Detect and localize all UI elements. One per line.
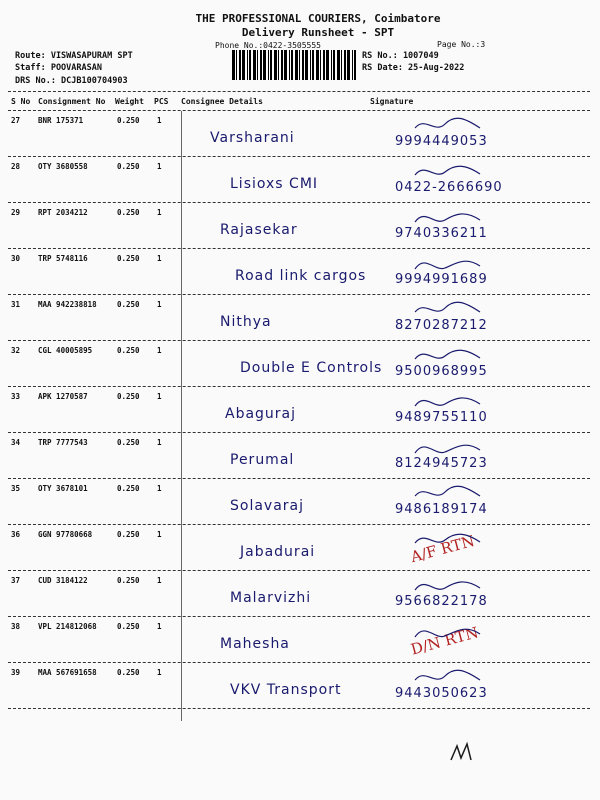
row-divider <box>8 524 590 525</box>
row-consignment-number: OTY 3680558 <box>38 162 88 171</box>
row-divider <box>8 662 590 663</box>
col-sno: S No <box>11 97 31 106</box>
row-weight: 0.250 <box>117 346 140 355</box>
header-divider <box>8 91 590 92</box>
row-sno: 30 <box>11 254 21 263</box>
row-consignment-number: CUD 3184122 <box>38 576 88 585</box>
row-consignee-name: Lisioxs CMI <box>230 176 319 192</box>
sheet-title: Delivery Runsheet - SPT <box>241 26 395 39</box>
row-consignee-name: Varsharani <box>210 130 295 146</box>
route: Route: VISWASAPURAM SPT <box>15 51 133 61</box>
signature-scribble <box>410 298 490 320</box>
row-pcs: 1 <box>157 484 162 493</box>
row-weight: 0.250 <box>117 116 140 125</box>
row-consignment-number: RPT 2034212 <box>38 208 88 217</box>
row-divider <box>8 616 590 617</box>
row-consignment-number: CGL 40005895 <box>38 346 93 355</box>
signature-scribble <box>410 390 490 412</box>
row-consignment-number: OTY 3678101 <box>38 484 88 493</box>
col-signature: Signature <box>370 97 414 106</box>
row-sno: 37 <box>11 576 21 585</box>
row-weight: 0.250 <box>117 484 140 493</box>
row-signature-phone: 8270287212 <box>395 318 488 333</box>
signature-scribble <box>410 114 490 136</box>
row-divider <box>8 202 590 203</box>
row-sno: 38 <box>11 622 21 631</box>
row-divider <box>8 340 590 341</box>
row-signature-phone: 9500968995 <box>395 364 488 379</box>
row-pcs: 1 <box>157 576 162 585</box>
row-consignment-number: TRP 5748116 <box>38 254 88 263</box>
row-pcs: 1 <box>157 254 162 263</box>
row-sno: 28 <box>11 162 21 171</box>
row-weight: 0.250 <box>117 530 140 539</box>
row-signature-phone: 9994991689 <box>395 272 488 287</box>
row-weight: 0.250 <box>117 622 140 631</box>
row-divider <box>8 248 590 249</box>
row-signature-phone: 8124945723 <box>395 456 488 471</box>
phone-number: Phone No.:0422-3505555 <box>215 41 321 50</box>
signature-scribble <box>410 528 490 550</box>
row-signature-phone: 9740336211 <box>395 226 488 241</box>
col-pcs: PCS <box>154 97 169 106</box>
row-pcs: 1 <box>157 162 162 171</box>
row-signature-phone: 9443050623 <box>395 686 488 701</box>
row-consignee-name: Abaguraj <box>225 406 297 422</box>
row-weight: 0.250 <box>117 162 140 171</box>
row-divider <box>8 478 590 479</box>
row-weight: 0.250 <box>117 576 140 585</box>
row-sno: 36 <box>11 530 21 539</box>
row-sno: 39 <box>11 668 21 677</box>
barcode <box>232 50 356 80</box>
row-consignment-number: TRP 7777543 <box>38 438 88 447</box>
row-consignment-number: GGN 97780668 <box>38 530 93 539</box>
drs-number: DRS No.: DCJB100704903 <box>15 76 128 86</box>
row-signature-phone: 9566822178 <box>395 594 488 609</box>
row-pcs: 1 <box>157 438 162 447</box>
row-consignee-name: Rajasekar <box>220 222 298 238</box>
row-sno: 31 <box>11 300 21 309</box>
row-pcs: 1 <box>157 668 162 677</box>
row-consignment-number: BNR 175371 <box>38 116 84 125</box>
row-divider <box>8 156 590 157</box>
row-pcs: 1 <box>157 392 162 401</box>
col-consignment: Consignment No <box>38 97 106 106</box>
signature-scribble <box>410 252 490 274</box>
signature-scribble <box>410 666 490 688</box>
rs-date: RS Date: 25-Aug-2022 <box>362 63 465 73</box>
row-consignee-name: VKV Transport <box>230 682 342 698</box>
row-pcs: 1 <box>157 208 162 217</box>
row-weight: 0.250 <box>117 668 140 677</box>
row-divider <box>8 386 590 387</box>
row-consignee-name: Jabadurai <box>240 544 316 560</box>
rs-number: RS No.: 1007049 <box>362 51 439 61</box>
row-consignee-name: Perumal <box>230 452 295 468</box>
footer-mark <box>445 738 485 768</box>
row-pcs: 1 <box>157 530 162 539</box>
row-consignment-number: MAA 942238818 <box>38 300 97 309</box>
row-consignment-number: VPL 214812068 <box>38 622 97 631</box>
row-signature-phone: 0422-2666690 <box>395 180 503 195</box>
row-pcs: 1 <box>157 116 162 125</box>
row-signature-phone: 9489755110 <box>395 410 488 425</box>
signature-scribble <box>410 344 490 366</box>
row-pcs: 1 <box>157 300 162 309</box>
row-divider <box>8 294 590 295</box>
row-sno: 32 <box>11 346 21 355</box>
row-weight: 0.250 <box>117 300 140 309</box>
row-weight: 0.250 <box>117 392 140 401</box>
row-consignee-name: Nithya <box>220 314 272 330</box>
row-pcs: 1 <box>157 622 162 631</box>
row-return-mark: D/N RTN <box>408 623 481 659</box>
row-weight: 0.250 <box>117 438 140 447</box>
row-signature-phone: 9486189174 <box>395 502 488 517</box>
staff: Staff: POOVARASAN <box>15 63 102 73</box>
signature-scribble <box>410 160 490 182</box>
signature-scribble <box>410 482 490 504</box>
signature-scribble <box>410 206 490 228</box>
row-divider <box>8 570 590 571</box>
row-consignment-number: APK 1270587 <box>38 392 88 401</box>
row-consignee-name: Malarvizhi <box>230 590 312 606</box>
row-consignee-name: Road link cargos <box>235 268 367 284</box>
company-name: THE PROFESSIONAL COURIERS, Coimbatore <box>195 12 441 25</box>
row-sno: 35 <box>11 484 21 493</box>
signature-scribble <box>410 620 490 642</box>
row-signature-phone: 9994449053 <box>395 134 488 149</box>
row-sno: 27 <box>11 116 21 125</box>
signature-scribble <box>410 574 490 596</box>
row-consignment-number: MAA 567691658 <box>38 668 97 677</box>
row-consignee-name: Solavaraj <box>230 498 305 514</box>
header-divider-bottom <box>8 110 590 111</box>
row-divider <box>8 708 590 709</box>
row-pcs: 1 <box>157 346 162 355</box>
col-weight: Weight <box>115 97 144 106</box>
row-sno: 34 <box>11 438 21 447</box>
page-number: Page No.:3 <box>437 40 486 49</box>
col-consignee: Consignee Details <box>181 97 263 106</box>
signature-scribble <box>410 436 490 458</box>
row-weight: 0.250 <box>117 254 140 263</box>
row-sno: 29 <box>11 208 21 217</box>
row-return-mark: A/F RTN <box>408 531 477 567</box>
row-consignee-name: Mahesha <box>220 636 290 652</box>
row-consignee-name: Double E Controls <box>240 360 383 376</box>
row-weight: 0.250 <box>117 208 140 217</box>
row-divider <box>8 432 590 433</box>
row-sno: 33 <box>11 392 21 401</box>
